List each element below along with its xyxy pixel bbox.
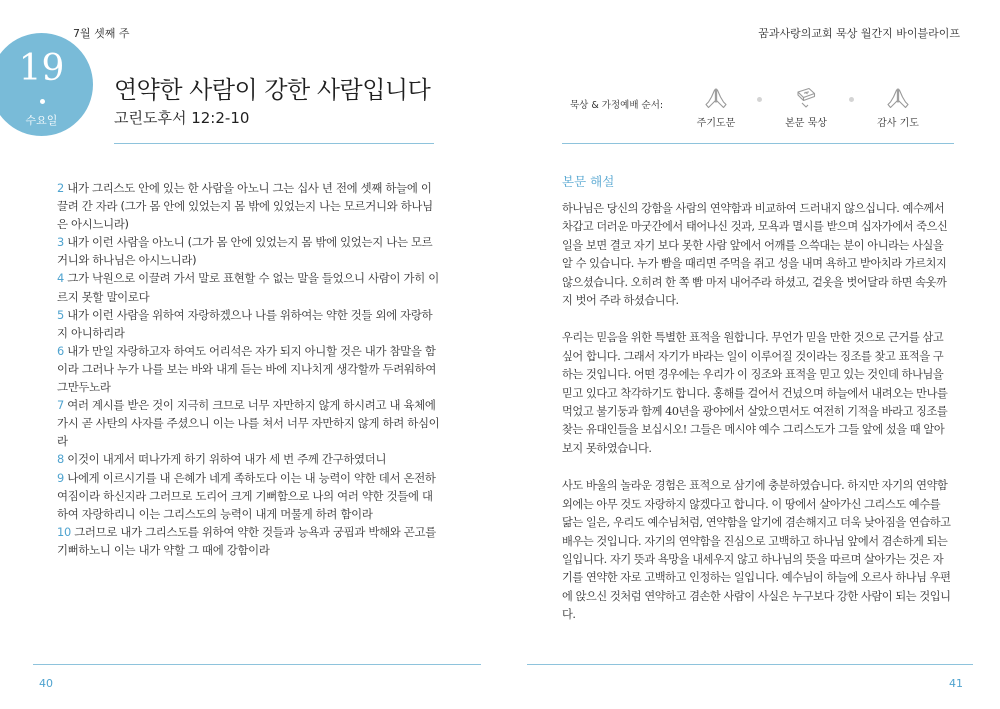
verse-number: 2 [57, 181, 64, 195]
verse-number: 7 [57, 398, 64, 413]
order-item-lords-prayer [681, 86, 751, 129]
commentary-paragraph: 사도 바울의 놀라운 경험은 표적으로 삼기에 충분하였습니다. 하지만 자기의 연약함 외에는 아무 것도 자랑하지 않겠다고 합니다. 이 땅에서 살아가신 그리스도 예수를 닮는 일은, 우리도 예수님처럼, 연약함을 알기에 겸손해지고 더욱 낮아짐을 연습하고 배우는 것입니다. 자기의 연약함을 진심으로 고백하고 하나님 앞에서 겸손하게 되는 일입니다. 자기 뜻과 욕망을 내세우지 않고 하나님의 뜻을 따르며 살아가는 것은 자기를 연약한 자로 고백하고 인정하는 일입니다. 예수님이 하늘에 오르사 하나님 우편에 앉으신 것처럼 연약하고 겸손한 사람이 사실은 누구보다 강한 사람이 되는 것입니다. [562, 479, 951, 622]
worship-order-label: 묵상 & 가정예배 순서: [570, 100, 664, 111]
verse-number: 10 [57, 524, 71, 539]
order-separator-dot [849, 97, 854, 102]
verse-text: 내가 그리스도 안에 있는 한 사람을 아노니 그는 십사 년 전에 셋째 하늘에 이끌려 간 자라 (그가 몸 안에 있었는지 몸 밖에 있었는지 나는 모르거니와 하나님은 아시느니라) [57, 181, 433, 232]
verse-text: 여러 계시를 받은 것이 지극히 크므로 너무 자만하지 않게 하시려고 내 육체에 가시 곧 사탄의 사자를 주셨으니 이는 나를 쳐서 너무 자만하지 않게 하려 하심이라 [57, 398, 440, 449]
verse-number: 9 [57, 470, 64, 485]
verse-number: 5 [57, 307, 64, 322]
scripture-reference: 고린도후서 12:2-10 [114, 109, 250, 127]
verse-text: 그가 낙원으로 이끌려 가서 말로 표현할 수 없는 말을 들었으니 사람이 가히 이르지 못할 말이로다 [57, 271, 439, 304]
verse-text: 나에게 이르시기를 내 은혜가 네게 족하도다 이는 내 능력이 약한 데서 온전하여짐이라 하신지라 그러므로 도리어 크게 기뻐함으로 나의 여러 약한 것들에 대하여 자랑하리니 이는 그리스도의 능력이 내게 머물게 하려 함이라 [57, 470, 436, 521]
order-separator-dot [757, 97, 762, 102]
commentary-heading: 본문 해설 [562, 174, 615, 189]
praying-hands-icon [681, 86, 751, 110]
verse-number: 3 [57, 235, 64, 250]
commentary-paragraph: 하나님은 당신의 강함을 사람의 연약함과 비교하여 드러내지 않으십니다. 예수께서 차갑고 더러운 마굿간에서 태어나신 것과, 모욕과 멸시를 받으며 십자가에서 죽으신 일을 보면 결코 자기 보다 못한 사람 앞에서 어깨를 으쓱대는 분이 아니라는 사실을 알 수 있습니다. 누가 빰을 때리면 주먹을 쥐고 성을 내며 욕하고 받아치라 가르치지 않으셨습니다. 오히려 한 쪽 빰 마저 내어주라 하셨고, 겉옷을 벗어달라 하면 속옷까지 벗어 주라 하셨습니다. [562, 202, 948, 308]
date-weekday: 수요일 [25, 114, 58, 127]
verse-text: 내가 만일 자랑하고자 하여도 어리석은 자가 되지 아니할 것은 내가 참말을 함이라 그러나 누가 나를 보는 바와 내게 듣는 바에 지나치게 생각할까 두려워하여 그만두노라 [57, 343, 437, 395]
page-number-left: 40 [39, 677, 53, 690]
order-item-label: 본문 묵상 [785, 118, 827, 129]
running-head-left: 7월 셋째 주 [73, 27, 130, 40]
verse-text: 내가 이런 사람을 위하여 자랑하겠으나 나를 위하여는 약한 것들 외에 자랑하지 아니하리라 [57, 307, 433, 340]
title-rule [114, 143, 434, 144]
verse-number: 8 [57, 452, 64, 467]
date-dot [40, 99, 45, 104]
devotion-title: 연약한 사람이 강한 사람입니다 [114, 76, 431, 104]
bible-icon [771, 86, 841, 110]
commentary-paragraph: 우리는 믿음을 위한 특별한 표적을 원합니다. 무언가 믿을 만한 것으로 근거를 삼고 싶어 합니다. 그래서 자기가 바라는 일이 이루어질 것이라는 징조를 찾고 표적을 구하는 것입니다. 어떤 경우에는 우리가 이 징조와 표적을 믿고 있는 것인데 하나님을 믿고 있다고 착각하기도 합니다. 홍해를 걸어서 건넜으며 하늘에서 내려오는 만나를 먹었고 불기둥과 함께 40년을 광야에서 살았으면서도 여전히 기적을 바라고 징조를 찾는 유대인들을 보십시오! 그들은 메시야 예수 그리스도가 그들 앞에 섰을 때 알아 보지 못하였습니다. [562, 331, 948, 455]
date-day-number: 19 [18, 48, 65, 89]
header-rule-right [562, 143, 954, 144]
order-item-label: 주기도문 [696, 118, 736, 129]
verse-text: 내가 이런 사람을 아노니 (그가 몸 안에 있었는지 몸 밖에 있었는지 나는 모르거니와 하나님은 아시느니라) [57, 235, 433, 268]
footer-rule-right [527, 664, 973, 665]
verse-number: 6 [57, 343, 64, 358]
order-item-label: 감사 기도 [877, 118, 919, 129]
commentary-body [562, 200, 952, 644]
verse-text: 이것이 내게서 떠나가게 하기 위하여 내가 세 번 주께 간구하였더니 [63, 452, 387, 467]
order-item-scripture [771, 86, 841, 129]
verse-text: 그러므로 내가 그리스도를 위하여 약한 것들과 능욕과 궁핍과 박해와 곤고를 기뻐하노니 이는 내가 약할 그 때에 강함이라 [57, 524, 436, 557]
date-badge [0, 33, 93, 136]
order-item-thanks-prayer [863, 86, 933, 129]
verse-number: 4 [57, 271, 64, 286]
praying-hands-icon [863, 86, 933, 110]
page-number-right: 41 [949, 677, 963, 690]
scripture-text [57, 179, 440, 559]
footer-rule-left [33, 664, 481, 665]
running-head-right: 꿈과사랑의교회 묵상 월간지 바이블라이프 [758, 27, 960, 40]
